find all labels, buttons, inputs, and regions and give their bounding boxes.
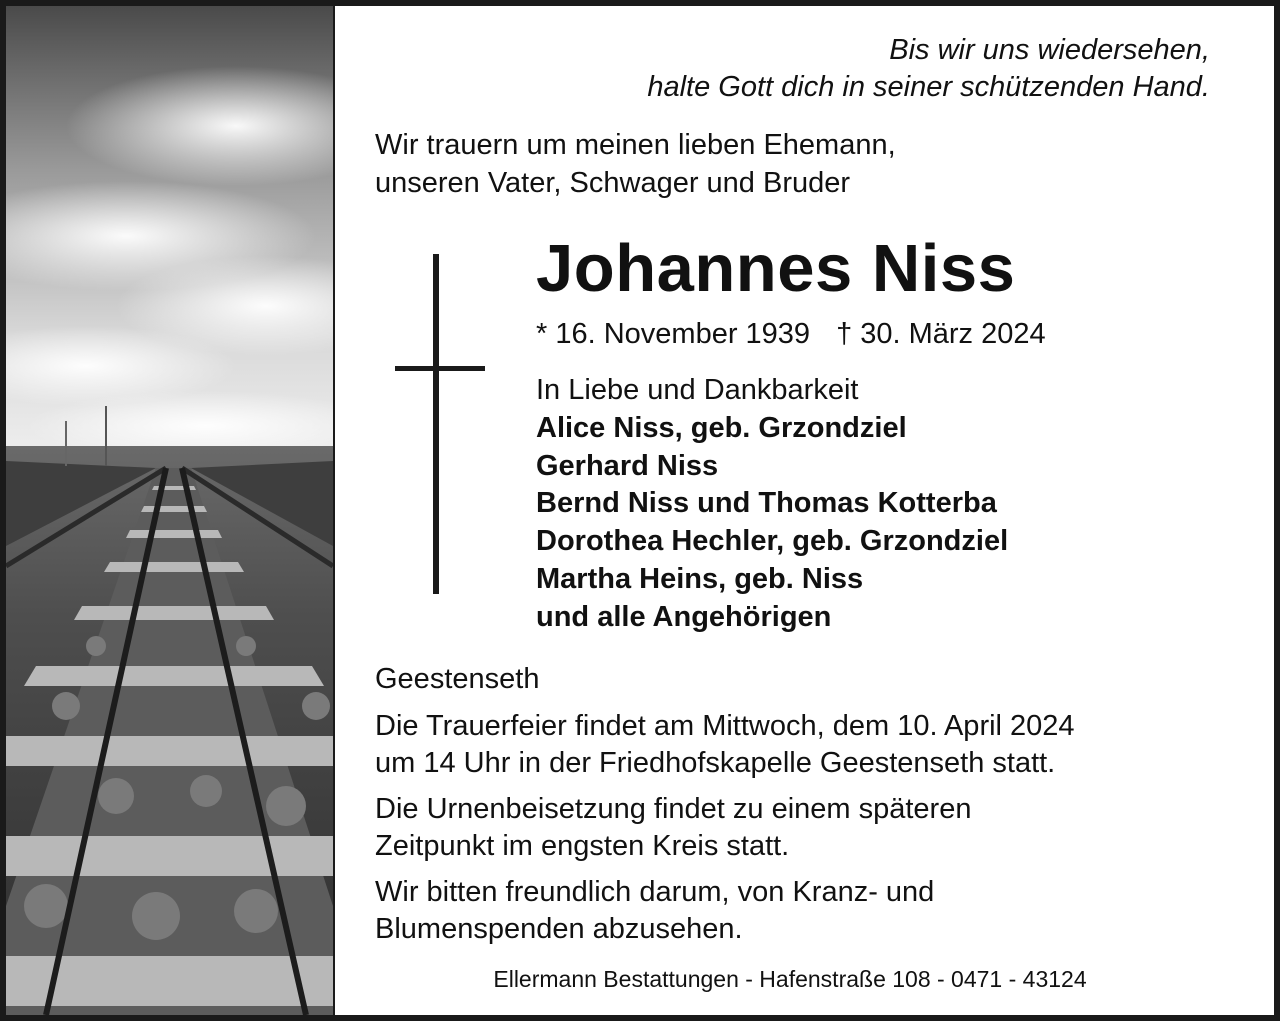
mourner-name: Dorothea Hechler, geb. Grzondziel — [536, 525, 1009, 558]
mourner-name: Bernd Niss und Thomas Kotterba — [536, 487, 997, 520]
motto — [647, 32, 1210, 106]
railway-tracks-photo — [6, 6, 335, 1015]
mourners-list — [536, 372, 1008, 637]
life-dates — [536, 316, 1046, 352]
mourner-name: Gerhard Niss — [536, 449, 719, 482]
urn-line: Die Urnenbeisetzung findet zu einem späteren — [375, 793, 972, 825]
place-name: Geestenseth — [375, 663, 540, 695]
undertaker-footer: Ellermann Bestattungen - Hafenstraße 108 - 0471 - 43124 — [493, 966, 1087, 992]
motto-line: Bis wir uns wiedersehen, — [889, 34, 1210, 66]
birth-date: * 16. November 1939 — [536, 318, 811, 350]
request-line: Blumenspenden abzusehen. — [375, 913, 743, 945]
death-date: † 30. März 2024 — [836, 318, 1046, 350]
deceased-name: Johannes Niss — [536, 231, 1016, 306]
intro-line: unseren Vater, Schwager und Bruder — [375, 167, 851, 199]
mourner-name: Martha Heins, geb. Niss — [536, 562, 864, 595]
motto-line: halte Gott dich in seiner schützenden Hand. — [647, 71, 1210, 103]
mourning-intro — [375, 126, 896, 202]
urn-line: Zeitpunkt im engsten Kreis statt. — [375, 830, 790, 862]
funeral-line: um 14 Uhr in der Friedhofskapelle Geestenseth statt. — [375, 747, 1056, 779]
notice-content — [335, 6, 1274, 1015]
donation-request — [375, 874, 934, 948]
mourner-name: und alle Angehörigen — [536, 600, 832, 633]
intro-line: Wir trauern um meinen lieben Ehemann, — [375, 129, 896, 161]
mourner-name: Alice Niss, geb. Grzondziel — [536, 411, 907, 444]
urn-info — [375, 791, 971, 865]
cross-icon — [387, 254, 487, 594]
mourners-intro: In Liebe und Dankbarkeit — [536, 374, 859, 406]
request-line: Wir bitten freundlich darum, von Kranz- und — [375, 876, 935, 908]
funeral-line: Die Trauerfeier findet am Mittwoch, dem 10. April 2024 — [375, 710, 1075, 742]
funeral-info — [375, 708, 1075, 782]
